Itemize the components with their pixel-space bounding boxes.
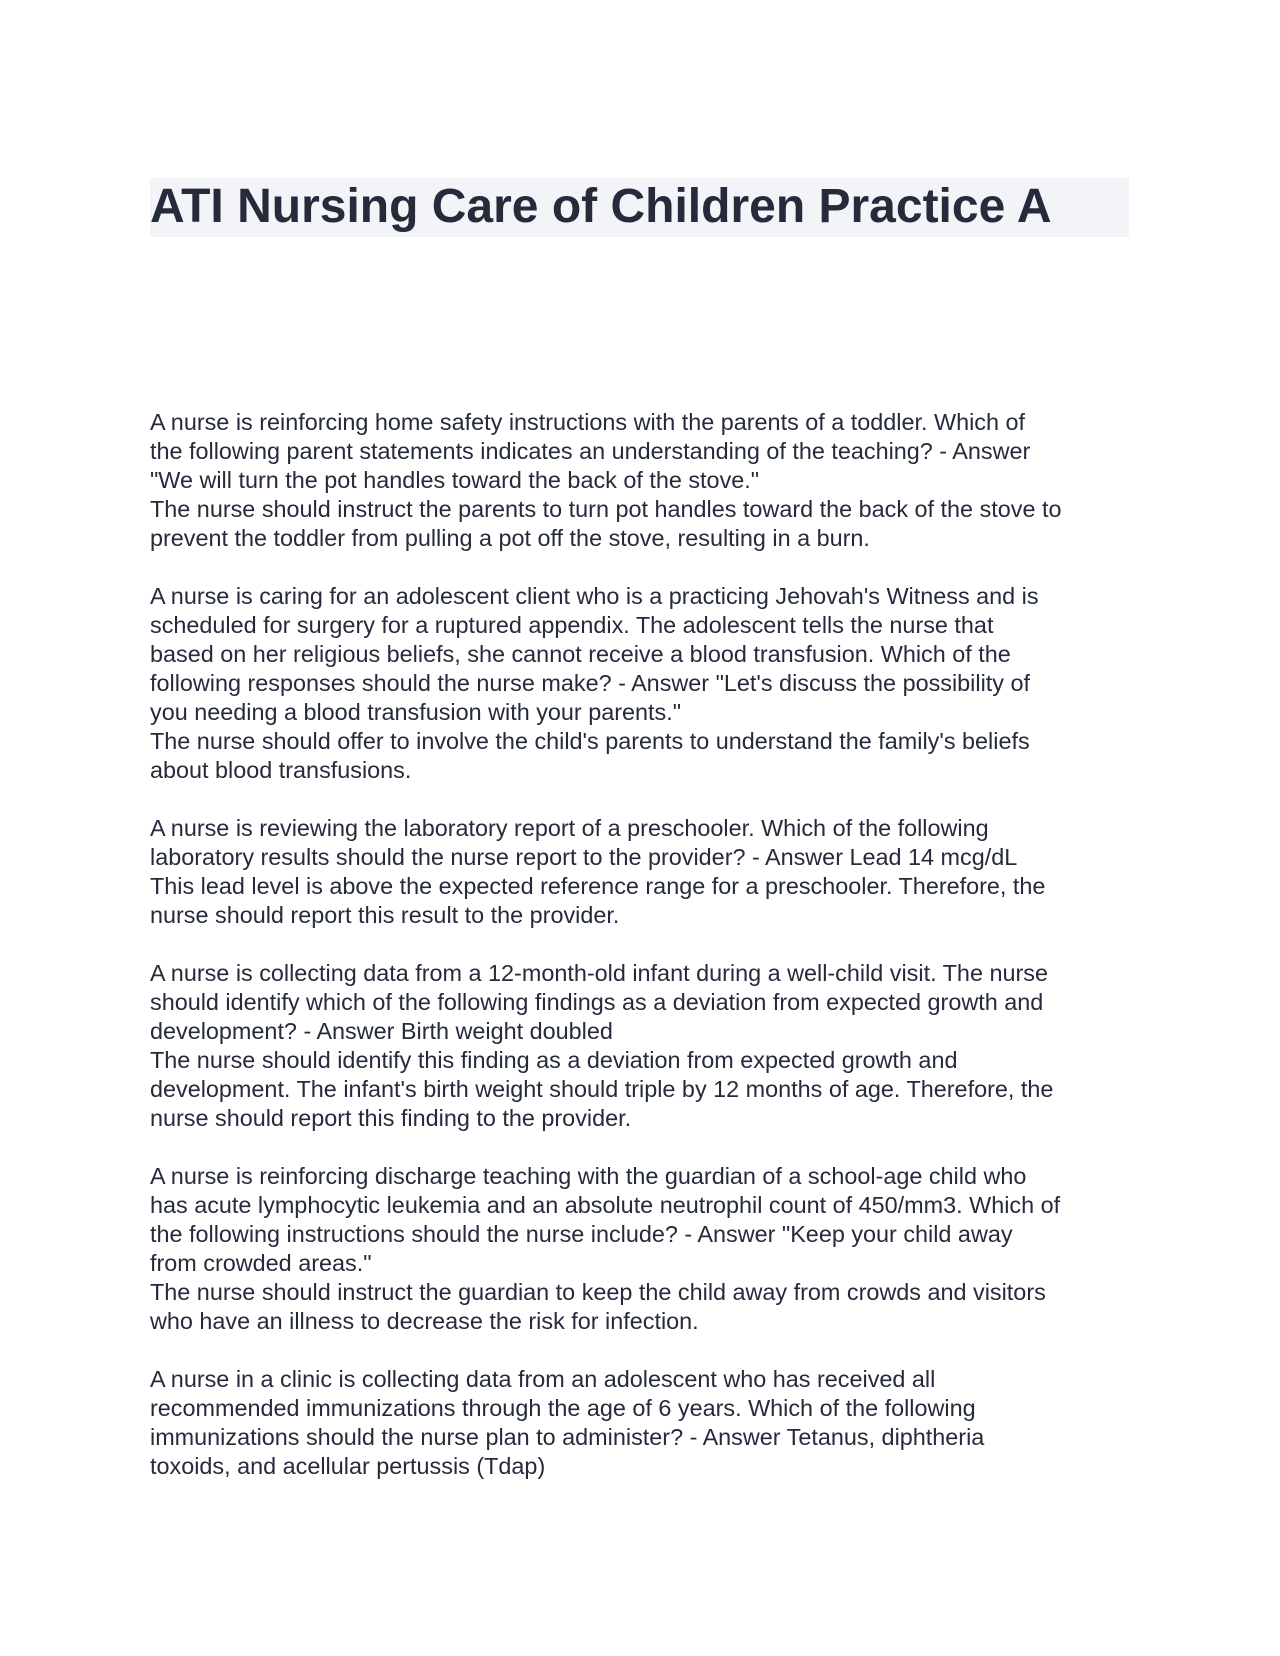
text-line: A nurse is reinforcing discharge teaching with the guardian of a school-age child who	[150, 1163, 1027, 1189]
text-line: following responses should the nurse make? - Answer "Let's discuss the possibility of	[150, 670, 1030, 696]
text-line: A nurse is caring for an adolescent client who is a practicing Jehovah's Witness and is	[150, 583, 1039, 609]
text-line: The nurse should instruct the guardian to keep the child away from crowds and visitors	[150, 1279, 1046, 1305]
qa-paragraph	[150, 582, 1135, 785]
text-line: A nurse is reinforcing home safety instructions with the parents of a toddler. Which of	[150, 409, 1025, 435]
document-body	[150, 408, 1135, 1510]
text-line: from crowded areas."	[150, 1250, 372, 1276]
text-line: based on her religious beliefs, she cannot receive a blood transfusion. Which of the	[150, 641, 1011, 667]
text-line: development. The infant's birth weight should triple by 12 months of age. Therefore, the	[150, 1076, 1054, 1102]
text-line: has acute lymphocytic leukemia and an absolute neutrophil count of 450/mm3. Which of	[150, 1192, 1061, 1218]
qa-paragraph	[150, 814, 1135, 930]
text-line: laboratory results should the nurse report to the provider? - Answer Lead 14 mcg/dL	[150, 844, 1018, 870]
text-line: who have an illness to decrease the risk for infection.	[150, 1308, 699, 1334]
text-line: should identify which of the following findings as a deviation from expected growth and	[150, 989, 1044, 1015]
text-line: the following instructions should the nurse include? - Answer "Keep your child away	[150, 1221, 1013, 1247]
text-line: toxoids, and acellular pertussis (Tdap)	[150, 1453, 546, 1479]
text-line: development? - Answer Birth weight doubled	[150, 1018, 613, 1044]
text-line: A nurse is collecting data from a 12-month-old infant during a well-child visit. The nurse	[150, 960, 1048, 986]
text-line: nurse should report this finding to the provider.	[150, 1105, 632, 1131]
text-line: prevent the toddler from pulling a pot off the stove, resulting in a burn.	[150, 525, 870, 551]
text-line: the following parent statements indicates an understanding of the teaching? - Answer	[150, 438, 1031, 464]
qa-paragraph	[150, 1162, 1135, 1336]
text-line: scheduled for surgery for a ruptured appendix. The adolescent tells the nurse that	[150, 612, 994, 638]
text-line: you needing a blood transfusion with your parents."	[150, 699, 682, 725]
qa-paragraph	[150, 408, 1135, 553]
document-title: ATI Nursing Care of Children Practice A	[150, 180, 1052, 233]
text-line: about blood transfusions.	[150, 757, 412, 783]
text-line: nurse should report this result to the provider.	[150, 902, 620, 928]
text-line: The nurse should identify this finding as a deviation from expected growth and	[150, 1047, 958, 1073]
text-line: The nurse should instruct the parents to turn pot handles toward the back of the stove to	[150, 496, 1062, 522]
qa-paragraph	[150, 959, 1135, 1133]
text-line: recommended immunizations through the age of 6 years. Which of the following	[150, 1395, 976, 1421]
text-line: The nurse should offer to involve the child's parents to understand the family's beliefs	[150, 728, 1030, 754]
text-line: "We will turn the pot handles toward the back of the stove."	[150, 467, 760, 493]
text-line: immunizations should the nurse plan to administer? - Answer Tetanus, diphtheria	[150, 1424, 985, 1450]
text-line: A nurse is reviewing the laboratory report of a preschooler. Which of the following	[150, 815, 989, 841]
text-line: A nurse in a clinic is collecting data from an adolescent who has received all	[150, 1366, 936, 1392]
qa-paragraph	[150, 1365, 1135, 1481]
text-line: This lead level is above the expected reference range for a preschooler. Therefore, the	[150, 873, 1046, 899]
